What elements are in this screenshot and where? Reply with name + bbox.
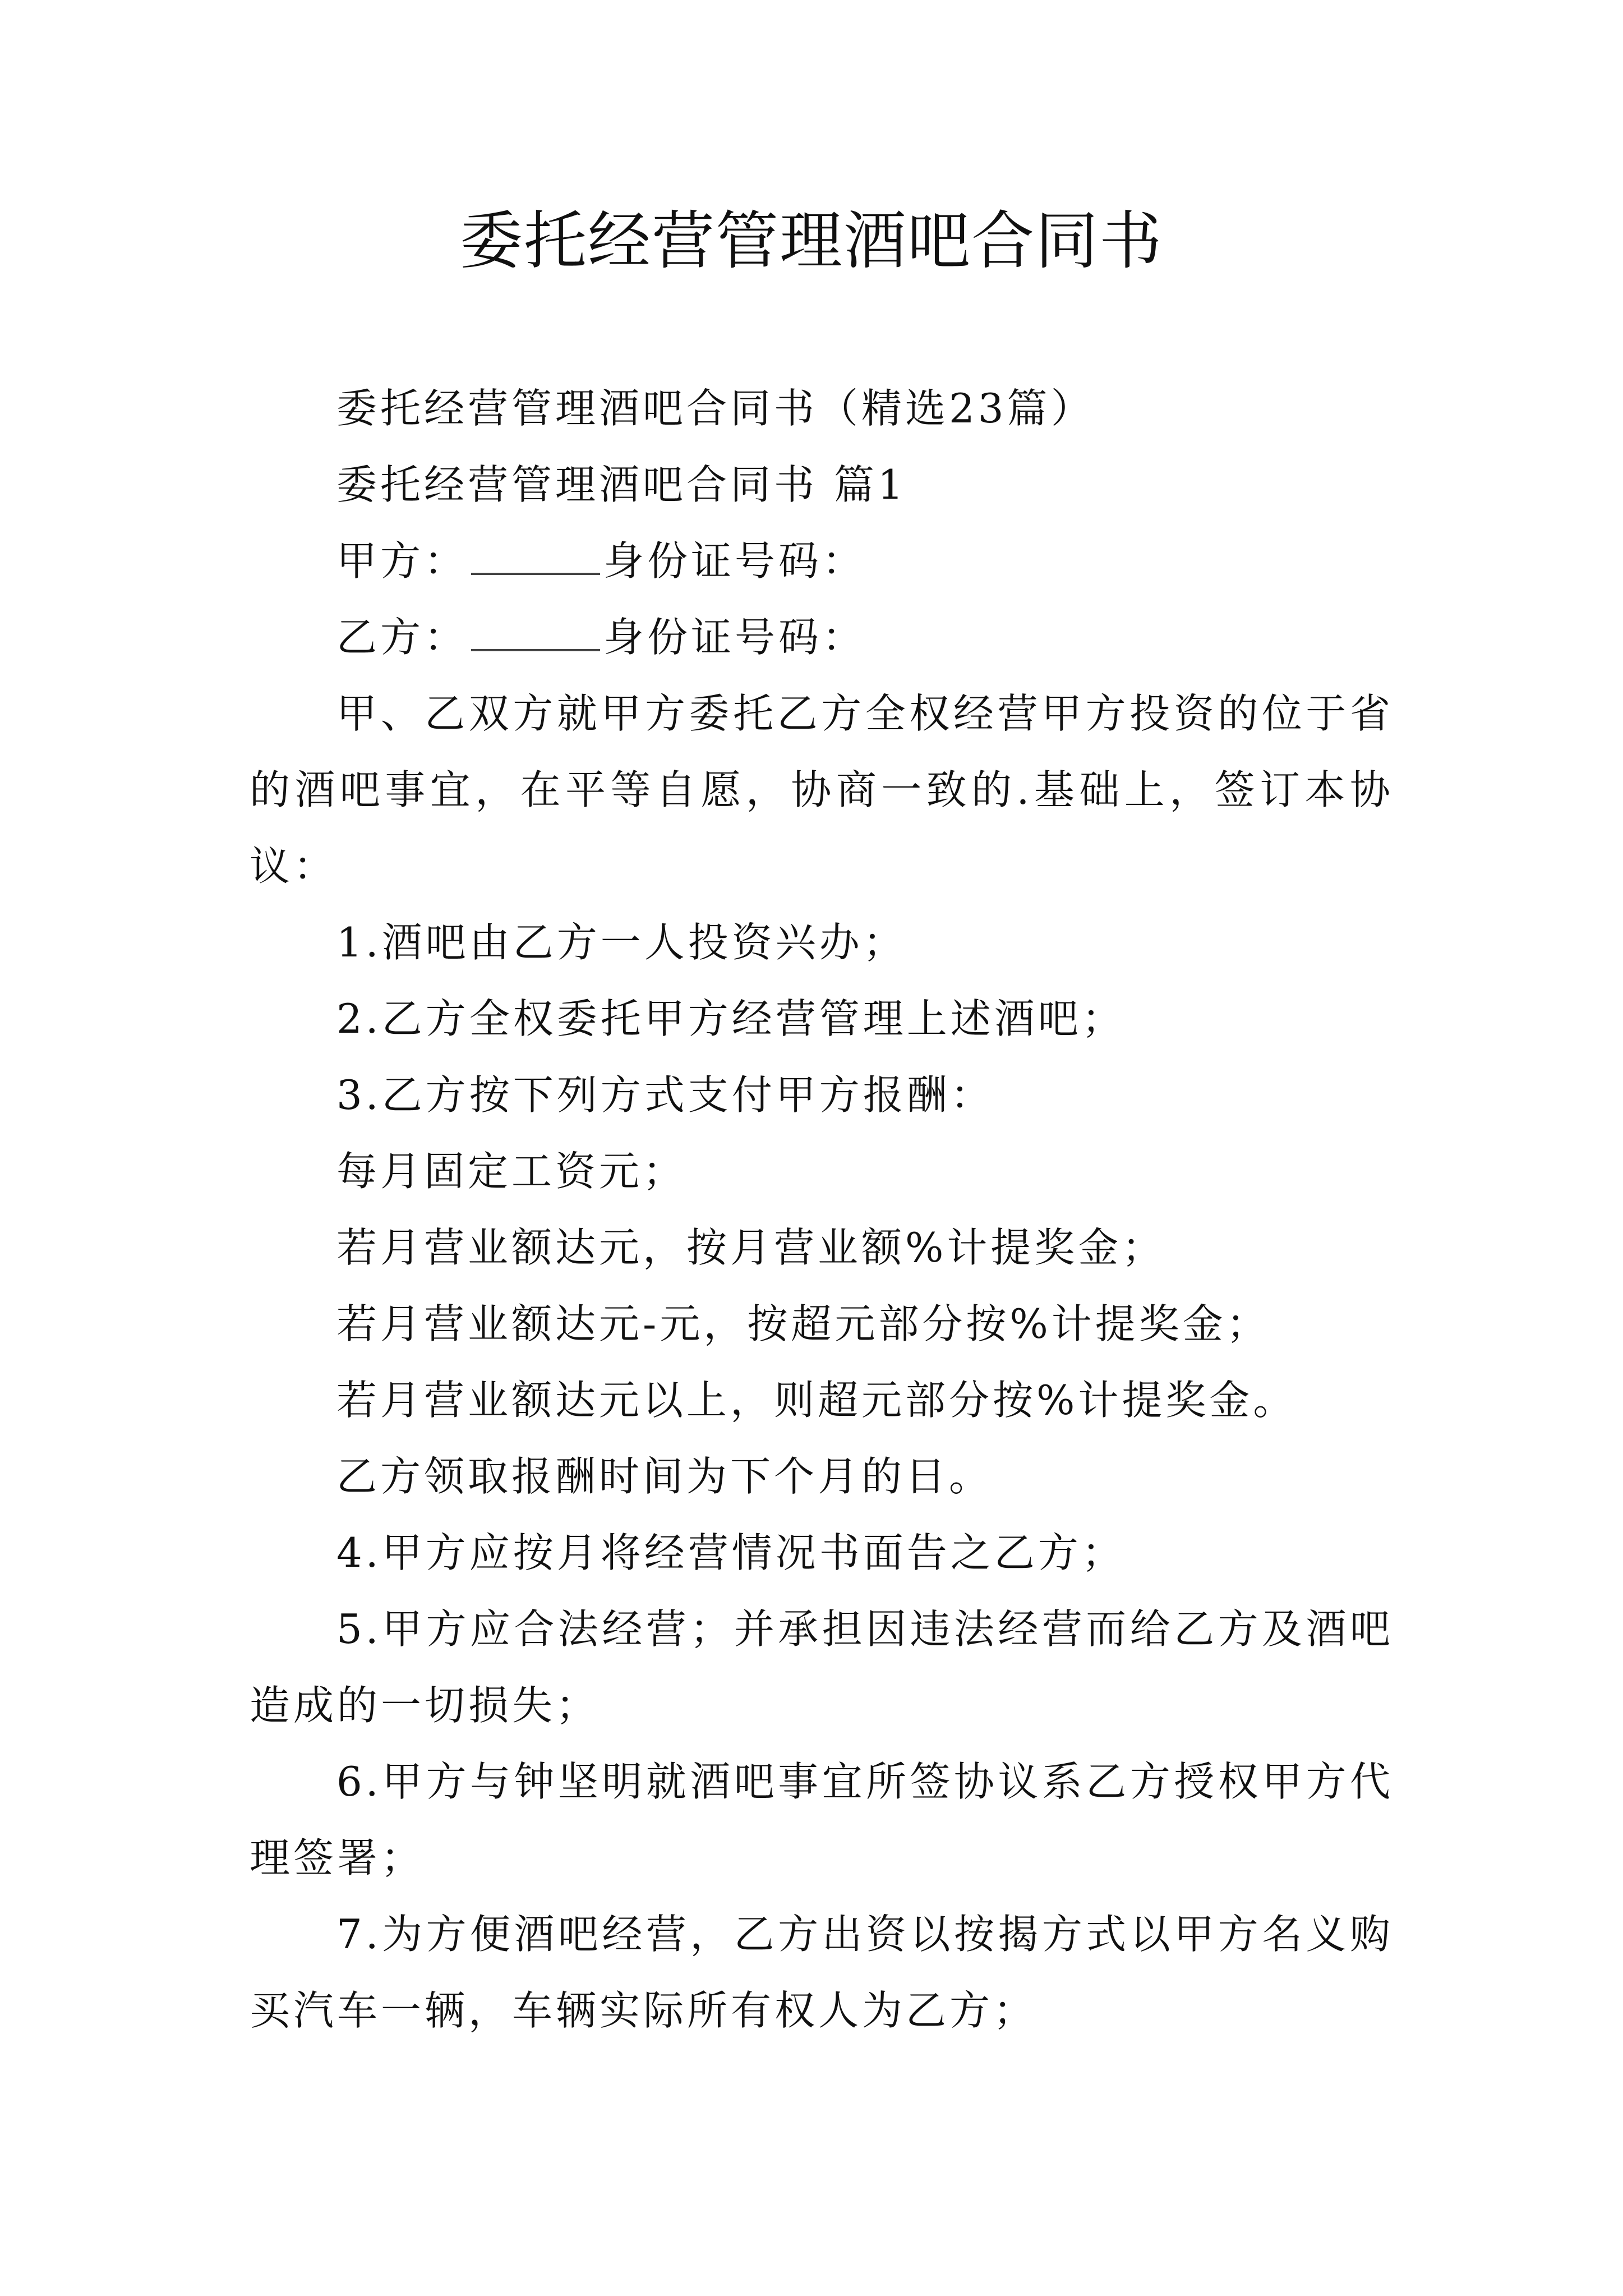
document-subtitle: 委托经营管理酒吧合同书（精选23篇） [336,385,1095,432]
party-b-blank [471,614,600,651]
section-heading: 委托经营管理酒吧合同书 篇1 [336,461,907,508]
party-a-label: 甲方： [336,537,468,585]
intro-paragraph: 甲、乙双方就甲方委托乙方全权经营甲方投资的位于省的酒吧事宜，在平等自愿，协商一致的.基础上，签订本协议： [250,690,1394,890]
party-b-line [250,599,1394,675]
clause-4: 4.甲方应按月将经营情况书面告之乙方； [336,1529,1126,1576]
clause-1: 1.酒吧由乙方一人投资兴办； [336,919,907,966]
clause-3: 3.乙方按下列方式支付甲方报酬： [336,1071,994,1119]
party-a-line [250,523,1394,599]
party-a-id-label: 身份证号码： [603,537,866,585]
clause-7: 7.为方便酒吧经营，乙方出资以按揭方式以甲方名义购买汽车一辆，车辆实际所有权人为乙方； [250,1911,1394,2034]
clause-5: 5.甲方应合法经营；并承担因违法经营而给乙方及酒吧造成的一切损失； [250,1605,1394,1729]
party-a-blank [471,538,600,575]
document-title: 委托经营管理酒吧合同书 [460,205,1163,278]
clause-3-payment-time: 乙方领取报酬时间为下个月的日。 [336,1453,993,1500]
clause-3-item-1: 每月固定工资元； [336,1148,687,1195]
party-b-label: 乙方： [336,614,468,661]
clause-3-item-3: 若月营业额达元-元，按超元部分按%计提奖金； [336,1300,1270,1347]
clause-6: 6.甲方与钟坚明就酒吧事宜所签协议系乙方授权甲方代理签署； [250,1758,1394,1881]
party-b-id-label: 身份证号码： [603,614,866,661]
clause-3-item-2: 若月营业额达元，按月营业额%计提奖金； [336,1224,1166,1271]
clause-2: 2.乙方全权委托甲方经营管理上述酒吧； [336,995,1126,1042]
clause-3-item-4: 若月营业额达元以上，则超元部分按%计提奖金。 [336,1377,1297,1424]
document-body [250,370,1394,2049]
